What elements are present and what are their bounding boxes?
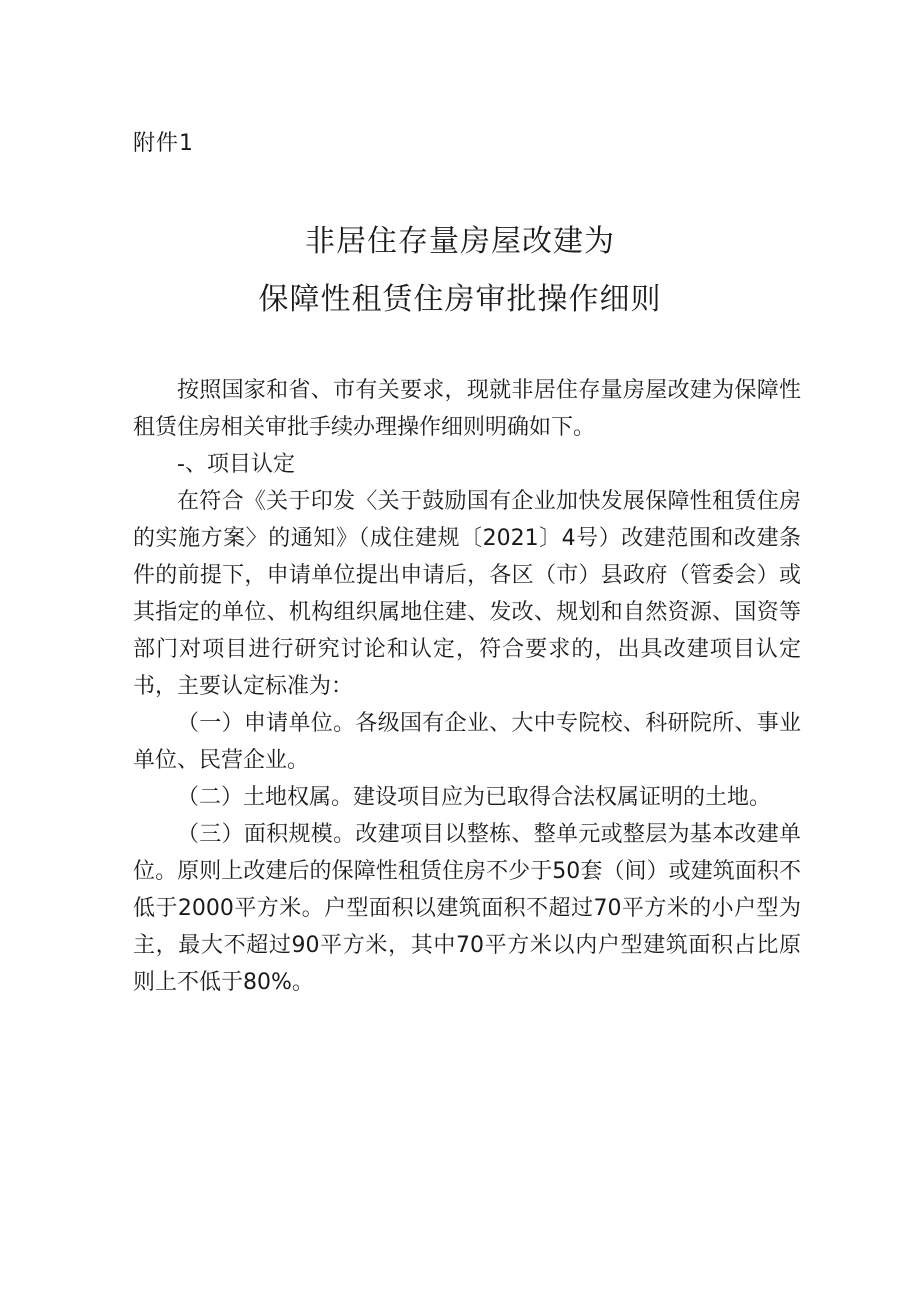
section-heading-project-recognition: -、项目认定 (177, 452, 295, 477)
paragraph-intro: 按照国家和省、市有关要求，现就非居住存量房屋改建为保障性租赁住房相关审批手续办理操作细则明确如下。 (133, 378, 801, 440)
document-title-line-1: 非居住存量房屋改建为 (305, 224, 615, 259)
paragraph-recognition-conditions: 在符合《关于印发〈关于鼓励国有企业加快发展保障性租赁住房的实施方案〉的通知》（成住建规〔2021〕4号）改建范围和改建条件的前提下，申请单位提出申请后，各区（市）县政府（管委会）或其指定的单位、机构组织属地住建、发改、规划和自然资源、国资等部门对项目进行研究讨论和认定，符合要求的，出具改建项目认定书，主要认定标准为： (133, 489, 801, 699)
paragraph-area-scale: （三）面积规模。改建项目以整栋、整单元或整层为基本改建单位。原则上改建后的保障性租赁住房不少于50套（间）或建筑面积不低于2000平方米。户型面积以建筑面积不超过70平方米的小户型为主，最大不超过90平方米，其中70平方米以内户型建筑面积占比原则上不低于80%。 (133, 822, 801, 995)
paragraph-land-ownership: （二）土地权属。建设项目应为已取得合法权属证明的土地。 (177, 785, 772, 810)
paragraph-applicant: （一）申请单位。各级国有企业、大中专院校、科研院所、事业单位、民营企业。 (133, 711, 801, 773)
document-title-line-2: 保障性租赁住房审批操作细则 (258, 282, 662, 317)
attachment-label: 附件1 (133, 131, 194, 156)
document-body (133, 372, 801, 1001)
